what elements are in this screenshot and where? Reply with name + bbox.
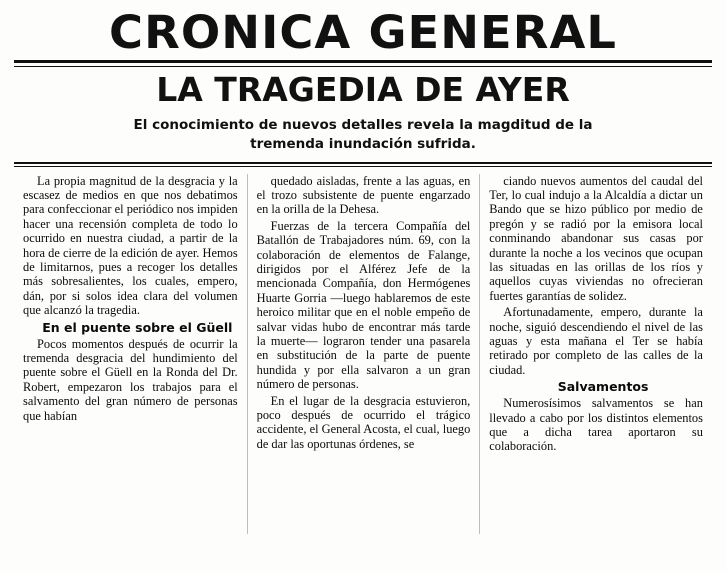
article-headline: LA TRAGEDIA DE AYER bbox=[156, 69, 570, 109]
article-paragraph: Afortunadamente, empero, durante la noche, siguió descendiendo el nivel de las aguas y esta mañana el Ter se había retirado por completo de las calles de la ciudad. bbox=[489, 305, 703, 377]
subhead-rule-top bbox=[14, 162, 712, 164]
article-subhead-line2: tremenda inundación sufrida. bbox=[250, 136, 476, 153]
article-subsection-heading: En el puente sobre el Güell bbox=[42, 319, 233, 335]
masthead-rule-thick bbox=[14, 60, 712, 63]
article-paragraph: Numerosísimos salvamentos se han llevado a cabo por los distintos elementos que a dicha tarea aportaron su colaboración. bbox=[489, 396, 703, 454]
article-column bbox=[247, 174, 480, 534]
article-subhead bbox=[48, 116, 678, 155]
article-subsection-heading: Salvamentos bbox=[557, 379, 649, 395]
article-paragraph: ciando nuevos aumentos del caudal del Ter, lo cual indujo a la Alcaldía a dictar un Bando que se hizo público por medio de pregón y se radió por la emisora local conminando abandonar sus casas por durante la noche a los vecinos que ocupan las situadas en las orillas de los ríos y aquellos cuyas viviendas no ofrecieran fuertes garantías de solidez. bbox=[489, 173, 703, 303]
article-columns bbox=[14, 174, 712, 534]
article-subhead-line1: El conocimiento de nuevos detalles revela la magditud de la bbox=[133, 116, 593, 133]
article-paragraph: En el lugar de la desgracia estuvieron, poco después de ocurrido el trágico accidente, el General Acosta, el cual, luego de dar las oportunas órdenes, se bbox=[256, 393, 471, 451]
article-paragraph: quedado aisladas, frente a las aguas, en el trozo subsistente de puente engarzado en la orilla de la Dehesa. bbox=[256, 173, 471, 217]
article-paragraph: Fuerzas de la tercera Compañía del Batallón de Trabajadores núm. 69, con la colaboración de elementos de Falange, dirigidos por el Alférez Jefe de la mencionada Compañía, don Hermógenes Huarte Gorria —luego hablaremos de este heroico militar que en el noble empeño de salvar vidas hubo de encontrar más tarde la muerte— lograron tender una pasarela en substitución de la parte de puente hundida y por ella salvaron a un gran número de personas. bbox=[256, 218, 471, 392]
subhead-rule-bottom bbox=[14, 166, 712, 167]
article-column bbox=[14, 174, 247, 534]
masthead-rule-thin bbox=[14, 66, 712, 67]
article-column bbox=[479, 174, 712, 534]
article-paragraph: Pocos momentos después de ocurrir la tremenda desgracia del hundimiento del puente sobre el Güell en la Ronda del Dr. Robert, empezaron los trabajos para el salvamento del gran número de personas que habían bbox=[23, 336, 238, 423]
article-paragraph: La propia magnitud de la desgracia y la escasez de medios en que nos debatimos para confeccionar el periódico nos impiden hacer una recensión completa de todo lo ocurrido en nuestra ciudad, a partir de la hora de cierre de la edición de ayer. Hemos de limitarnos, pues a recoger los detalles más sobresalientes, los cuales, empero, dán, por si solos idea clara del volumen que alcanzó la tragedia. bbox=[23, 173, 238, 318]
masthead-title: CRONICA GENERAL bbox=[109, 6, 617, 59]
